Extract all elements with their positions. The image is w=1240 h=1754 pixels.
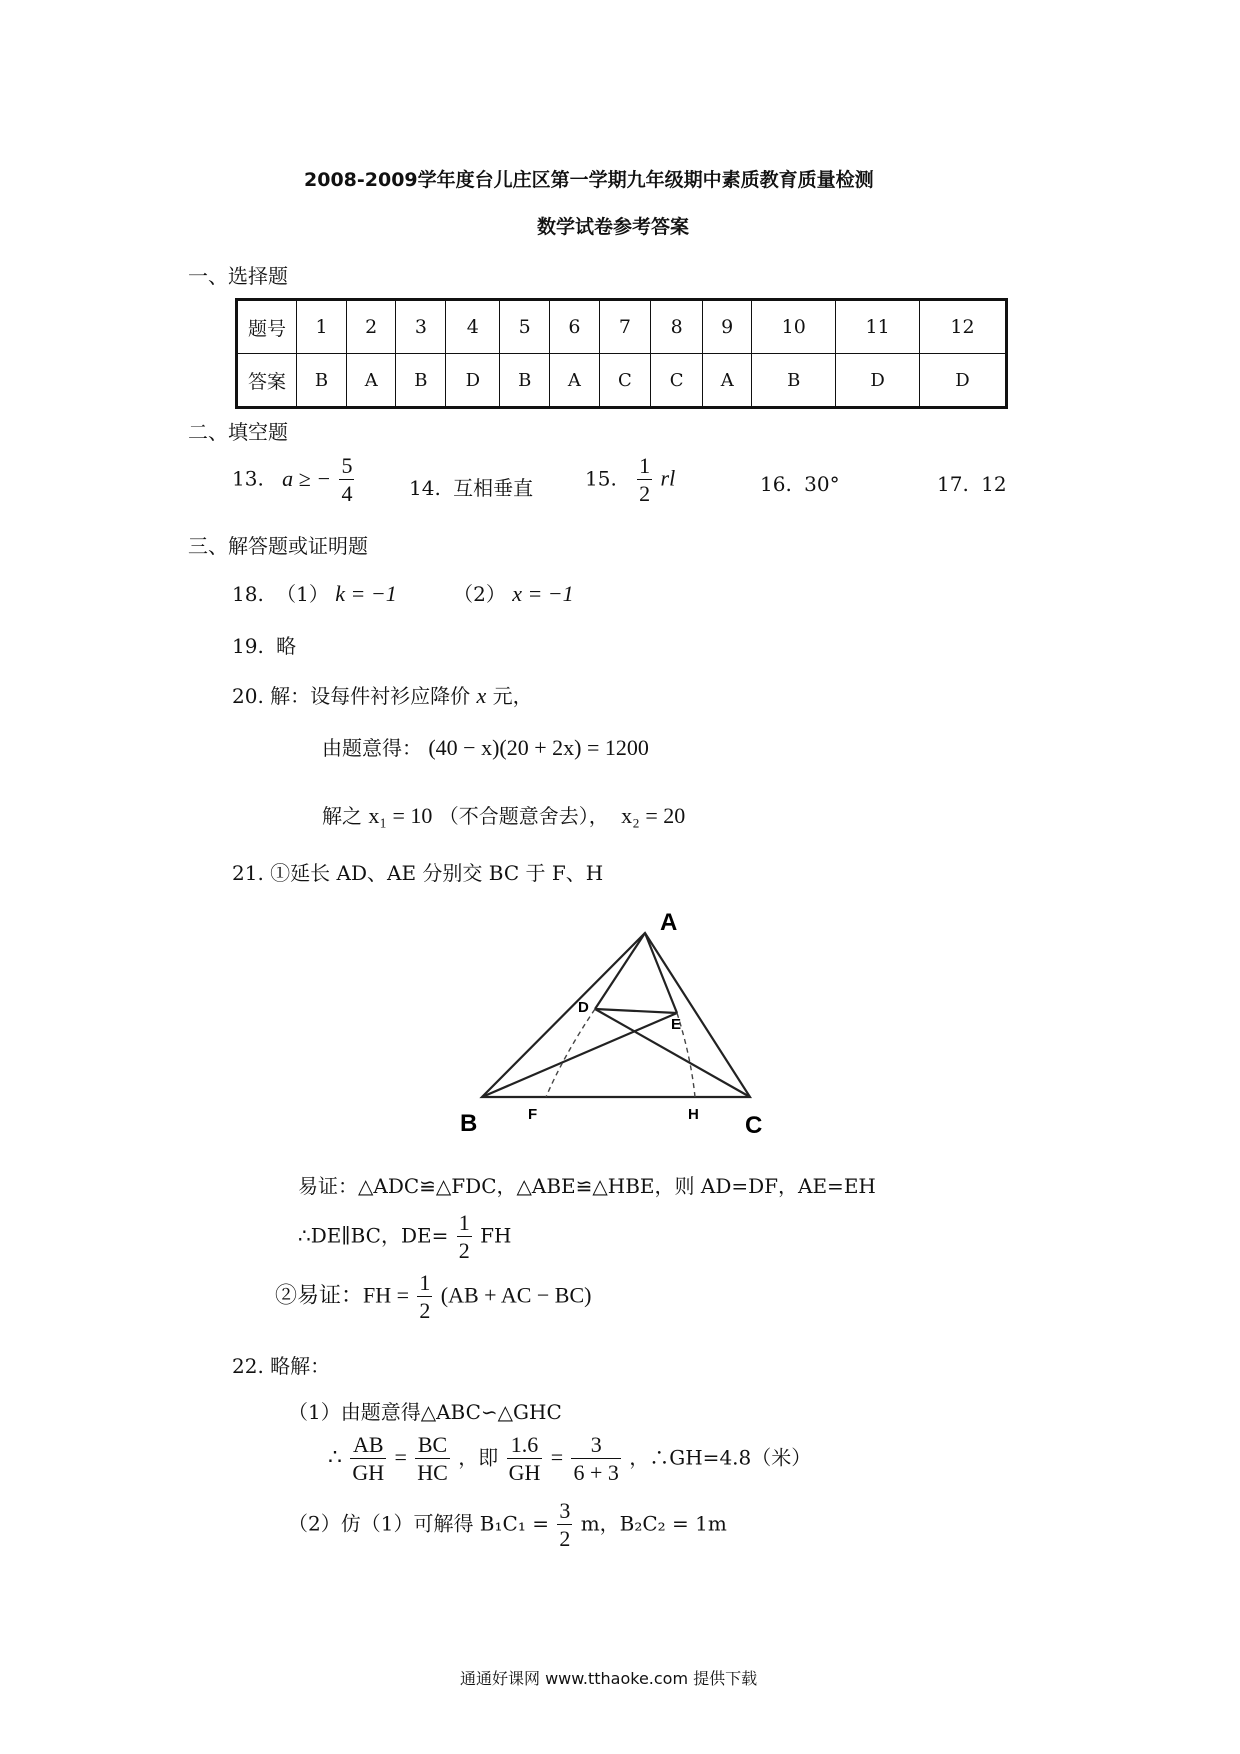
table-cell: 9 [703, 300, 752, 354]
solution-x1: x₁ = 10 [368, 803, 433, 828]
table-row-answers [237, 354, 1007, 408]
table-cell: A [550, 354, 599, 408]
table-cell: D [920, 354, 1007, 408]
numerator: 3 [571, 1434, 620, 1459]
row-label-answers: 答案 [237, 354, 297, 408]
table-cell: C [599, 354, 651, 408]
question-number: 17. [937, 472, 969, 496]
answer-table [235, 298, 1008, 409]
title-line-2: 数学试卷参考答案 [537, 216, 690, 238]
connector-text: ，即 [458, 1445, 499, 1470]
table-cell: 10 [752, 300, 836, 354]
label-a: A [660, 909, 678, 936]
answer-text: 12 [981, 472, 1007, 496]
answer-14 [409, 472, 533, 501]
equation-label: 由题意得： [322, 736, 422, 760]
math-expression: rl [660, 465, 676, 491]
answer-22-part-1: （1）由题意得△ABC∽△GHC [288, 1400, 562, 1424]
question-number: 18. [232, 582, 264, 606]
segment-b-to-e [482, 1013, 677, 1097]
answer-18 [232, 578, 574, 607]
table-cell: 7 [599, 300, 651, 354]
answer-22-intro: 22. 略解： [232, 1354, 331, 1378]
answer-22-part-2 [288, 1500, 727, 1550]
table-cell: 11 [836, 300, 920, 354]
denominator: HC [417, 1460, 448, 1485]
equals-sign: = [394, 1444, 407, 1470]
fraction [637, 455, 652, 505]
segment-a-to-d [595, 933, 645, 1009]
part-label: （1） [276, 582, 329, 606]
denominator: 6 + 3 [573, 1460, 619, 1485]
table-cell: 8 [651, 300, 703, 354]
label-d: D [578, 999, 589, 1016]
denominator: 2 [639, 481, 651, 506]
answer-text: 略 [276, 634, 297, 658]
math-expression: k = −1 [335, 581, 397, 606]
equals-sign: = [550, 1444, 564, 1470]
fraction [557, 1500, 572, 1550]
answer-21-proof-2 [298, 1212, 511, 1262]
triangle-figure [460, 905, 780, 1145]
solution-x2: x₂ = 20 [621, 803, 686, 828]
denominator: GH [352, 1460, 385, 1485]
table-cell: D [446, 354, 500, 408]
segment-d-to-e [595, 1009, 677, 1013]
table-cell: 2 [347, 300, 396, 354]
table-cell: A [347, 354, 396, 408]
numerator: 3 [559, 1498, 571, 1523]
proof-text: ②易证：FH = [275, 1282, 410, 1308]
solution-note: （不合题意舍去）， [438, 804, 609, 828]
answer-22-ratio [328, 1434, 811, 1484]
triangle-outline [482, 933, 750, 1097]
fraction [457, 1212, 472, 1262]
footer-text: 通通好课网 www.tthaoke.com 提供下载 [460, 1669, 758, 1688]
title-line-1: 2008-2009学年度台儿庄区第一学期九年级期中素质教育质量检测 [304, 169, 874, 191]
result-text: ，∴GH=4.8（米） [629, 1445, 812, 1470]
question-number: 16. [760, 472, 792, 496]
section-1-heading: 一、选择题 [188, 264, 288, 288]
question-number: 14. [409, 476, 441, 500]
numerator: 1 [419, 1270, 431, 1295]
answer-21-proof-1: 易证：△ADC≌△FDC，△ABE≌△HBE，则 AD=DF，AE=EH [298, 1174, 876, 1198]
section-3-heading: 三、解答题或证明题 [188, 534, 368, 558]
question-number: 19. [232, 634, 264, 658]
table-cell: 1 [297, 300, 347, 354]
table-cell: 5 [500, 300, 550, 354]
fraction [507, 1434, 543, 1484]
numerator: 5 [341, 453, 353, 478]
answer-15 [585, 455, 675, 505]
answer-text: 30° [804, 472, 840, 496]
table-cell: 12 [920, 300, 1007, 354]
numerator: AB [350, 1434, 386, 1459]
question-number: 13. [232, 466, 264, 491]
denominator: 4 [341, 481, 353, 506]
label-h: H [688, 1106, 699, 1123]
row-label-numbers: 题号 [237, 300, 297, 354]
label-c: C [745, 1112, 763, 1139]
table-cell: 3 [396, 300, 446, 354]
segment-a-to-e [645, 933, 677, 1013]
therefore-symbol: ∴ [328, 1444, 342, 1470]
table-cell: A [703, 354, 752, 408]
table-cell: B [752, 354, 836, 408]
math-expression: a ≥ − [282, 465, 332, 491]
table-cell: B [500, 354, 550, 408]
answer-20-intro [232, 680, 533, 709]
denominator: 2 [419, 1298, 431, 1323]
answer-16 [760, 472, 840, 496]
numerator: BC [415, 1434, 450, 1459]
table-cell: 4 [446, 300, 500, 354]
answer-21-intro: 21. ①延长 AD、AE 分别交 BC 于 F、H [232, 861, 604, 885]
numerator: 1 [458, 1210, 470, 1235]
table-cell: 6 [550, 300, 599, 354]
table-cell: B [396, 354, 446, 408]
part-text: （2）仿（1）可解得 B₁C₁ = [288, 1511, 549, 1536]
fraction [417, 1272, 432, 1322]
answer-17 [937, 472, 1007, 496]
solution-label: 解之 [322, 804, 362, 828]
table-cell: D [836, 354, 920, 408]
answer-20-equation [322, 732, 649, 761]
answer-20-solution [322, 800, 685, 829]
fraction [350, 1434, 386, 1484]
question-number: 15. [585, 466, 617, 491]
answer-21-proof-3 [275, 1272, 591, 1322]
label-f: F [528, 1106, 538, 1123]
math-expression: x = −1 [512, 581, 574, 606]
intro-text: 20. 解：设每件衬衫应降价 [232, 684, 471, 708]
fraction [571, 1434, 620, 1484]
label-b: B [460, 1110, 478, 1137]
variable: x [476, 683, 487, 708]
answer-13 [232, 455, 356, 505]
proof-text: FH [480, 1223, 512, 1248]
unit-text: 元， [492, 684, 533, 708]
proof-text: (AB + AC − BC) [440, 1282, 592, 1308]
table-cell: C [651, 354, 703, 408]
answer-text: 互相垂直 [453, 476, 534, 500]
fraction [415, 1434, 450, 1484]
section-2-heading: 二、填空题 [188, 420, 288, 444]
dashed-d-to-f [546, 1009, 595, 1097]
equation: (40 − x)(20 + 2x) = 1200 [428, 735, 649, 760]
label-e: E [671, 1016, 682, 1033]
numerator: 1 [639, 453, 651, 478]
fraction [339, 455, 354, 505]
proof-text: ∴DE∥BC，DE= [298, 1223, 449, 1248]
denominator: 2 [458, 1238, 470, 1263]
numerator: 1.6 [507, 1434, 543, 1459]
denominator: GH [508, 1460, 541, 1485]
table-cell: B [297, 354, 347, 408]
part-text: m，B₂C₂ = 1m [580, 1511, 727, 1536]
denominator: 2 [559, 1526, 571, 1551]
part-label: （2） [453, 582, 506, 606]
table-row-numbers [237, 300, 1007, 354]
answer-19 [232, 630, 296, 659]
